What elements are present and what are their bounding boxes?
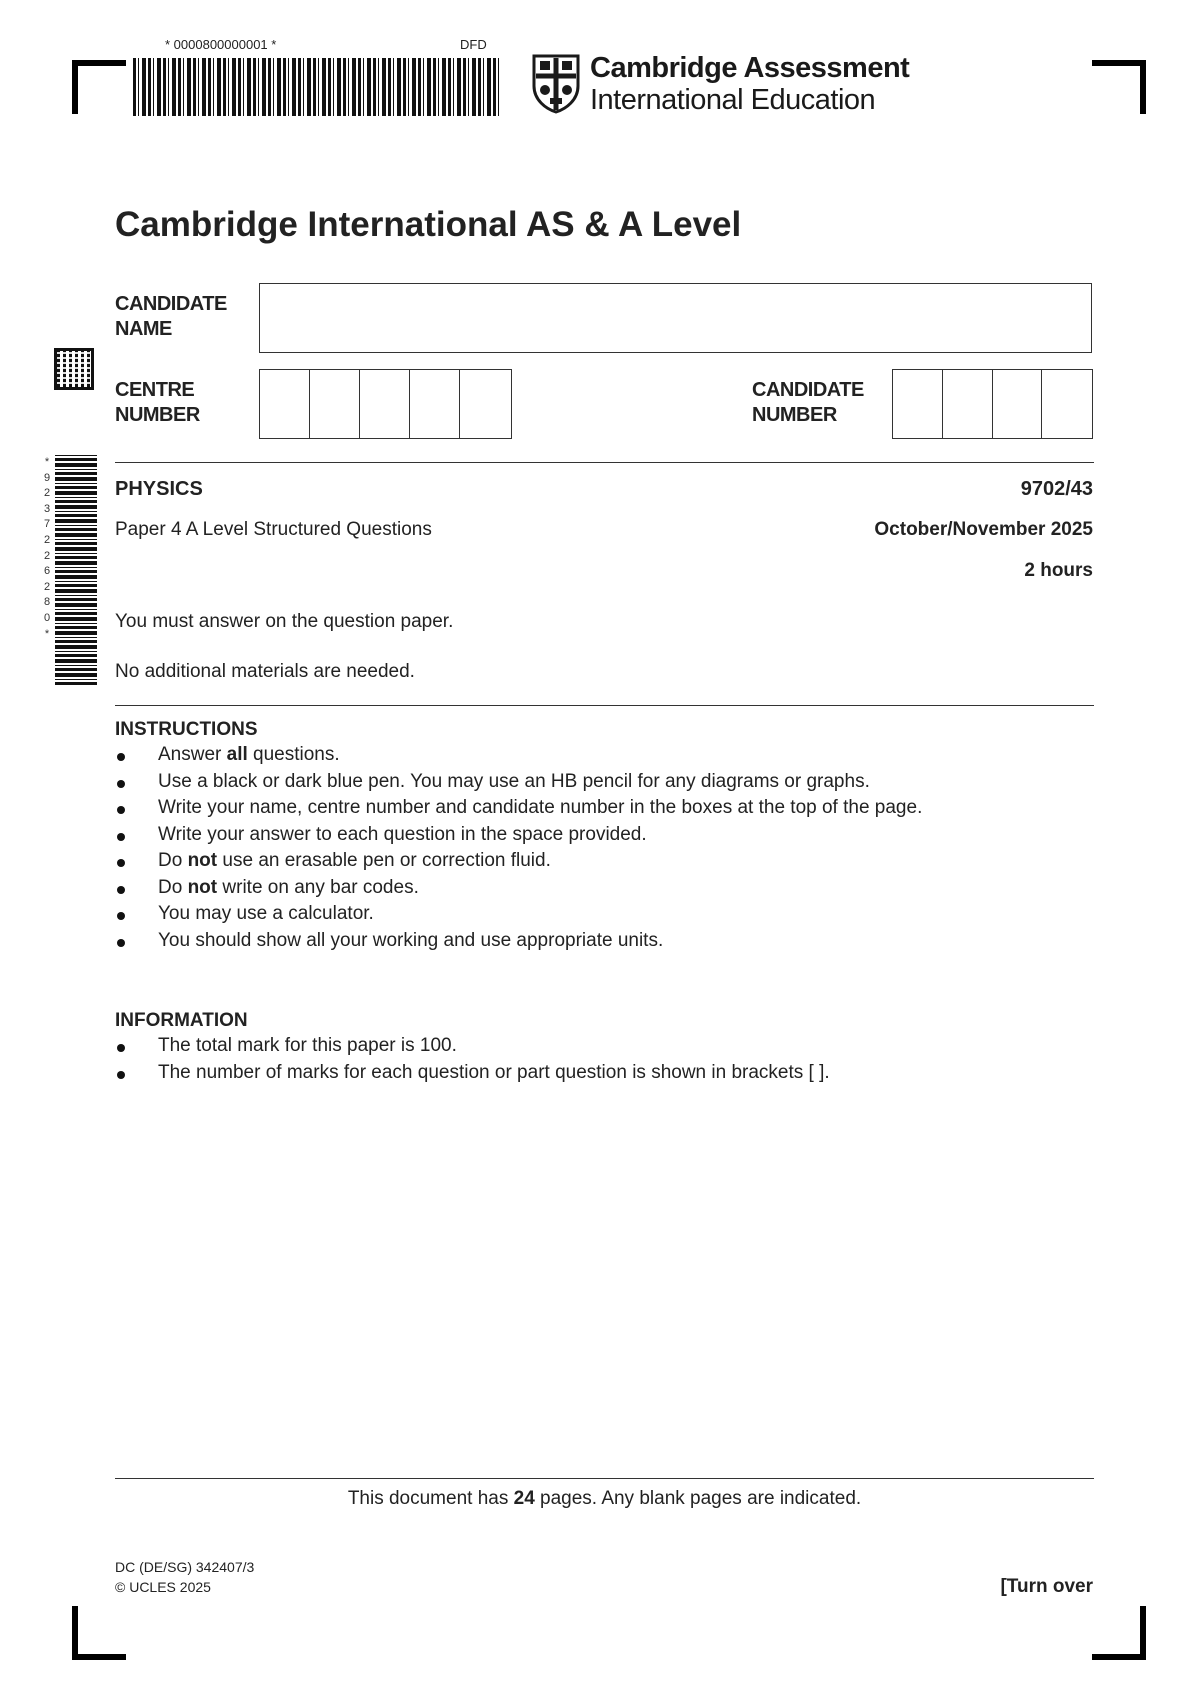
- list-item: Write your name, centre number and candidate number in the boxes at the top of the page.: [115, 795, 922, 822]
- crop-mark-bottom-right: [1092, 1606, 1146, 1660]
- crop-mark-top-left: [72, 60, 126, 114]
- answer-note: You must answer on the question paper.: [115, 611, 454, 632]
- list-item: You may use a calculator.: [115, 901, 922, 928]
- divider: [115, 705, 1094, 706]
- materials-note: No additional materials are needed.: [115, 661, 415, 682]
- list-item: Do not write on any bar codes.: [115, 875, 922, 902]
- crop-mark-bottom-left: [72, 1606, 126, 1660]
- candidate-number-cell[interactable]: [993, 370, 1043, 438]
- subject-name: PHYSICS: [115, 478, 203, 500]
- centre-number-label: CENTRE NUMBER: [115, 379, 200, 426]
- exam-session: October/November 2025: [874, 519, 1093, 540]
- barcode-code: DFD: [460, 37, 487, 52]
- centre-number-cell[interactable]: [410, 370, 460, 438]
- crop-mark-top-right: [1092, 60, 1146, 114]
- list-item: The number of marks for each question or part question is shown in brackets [ ].: [115, 1060, 830, 1087]
- side-barcode-digits: * 9 2 3 7 2 2 6 2 8 0 *: [43, 456, 51, 640]
- document-reference: DC (DE/SG) 342407/3 © UCLES 2025: [115, 1559, 255, 1595]
- candidate-number-cell[interactable]: [893, 370, 943, 438]
- logo-line-1: Cambridge Assessment: [590, 52, 910, 84]
- instructions-heading: INSTRUCTIONS: [115, 719, 258, 740]
- candidate-name-label: CANDIDATE NAME: [115, 293, 227, 340]
- page-count-note: This document has 24 pages. Any blank pages are indicated.: [347, 1488, 862, 1509]
- instructions-list: [115, 742, 922, 954]
- centre-number-boxes: [259, 369, 512, 439]
- logo-wordmark: [590, 52, 909, 116]
- candidate-name-field[interactable]: [259, 283, 1092, 353]
- divider: [115, 1478, 1094, 1479]
- exam-duration: 2 hours: [1024, 560, 1093, 581]
- centre-number-cell[interactable]: [260, 370, 310, 438]
- candidate-number-cell[interactable]: [943, 370, 993, 438]
- page-title: Cambridge International AS & A Level: [115, 205, 742, 244]
- top-barcode: [133, 58, 499, 116]
- candidate-number-cell[interactable]: [1042, 370, 1092, 438]
- barcode-number: * 0000800000001 *: [165, 37, 277, 52]
- centre-number-cell[interactable]: [360, 370, 410, 438]
- shield-crest-icon: [532, 54, 580, 114]
- turn-over: [Turn over: [1000, 1576, 1093, 1597]
- centre-number-cell[interactable]: [310, 370, 360, 438]
- list-item: Answer all questions.: [115, 742, 922, 769]
- side-barcode: [55, 455, 97, 685]
- list-item: You should show all your working and use appropriate units.: [115, 928, 922, 955]
- divider: [115, 462, 1094, 463]
- list-item: Write your answer to each question in the space provided.: [115, 822, 922, 849]
- logo-line-2: International Education: [590, 84, 876, 116]
- list-item: The total mark for this paper is 100.: [115, 1033, 830, 1060]
- information-list: [115, 1033, 830, 1086]
- qr-code: [54, 348, 94, 390]
- candidate-number-label: CANDIDATE NUMBER: [752, 379, 864, 426]
- information-heading: INFORMATION: [115, 1010, 248, 1031]
- syllabus-code: 9702/43: [1020, 478, 1093, 500]
- list-item: Use a black or dark blue pen. You may use an HB pencil for any diagrams or graphs.: [115, 769, 922, 796]
- centre-number-cell[interactable]: [460, 370, 510, 438]
- paper-title: Paper 4 A Level Structured Questions: [115, 519, 432, 540]
- list-item: Do not use an erasable pen or correction fluid.: [115, 848, 922, 875]
- candidate-number-boxes: [892, 369, 1093, 439]
